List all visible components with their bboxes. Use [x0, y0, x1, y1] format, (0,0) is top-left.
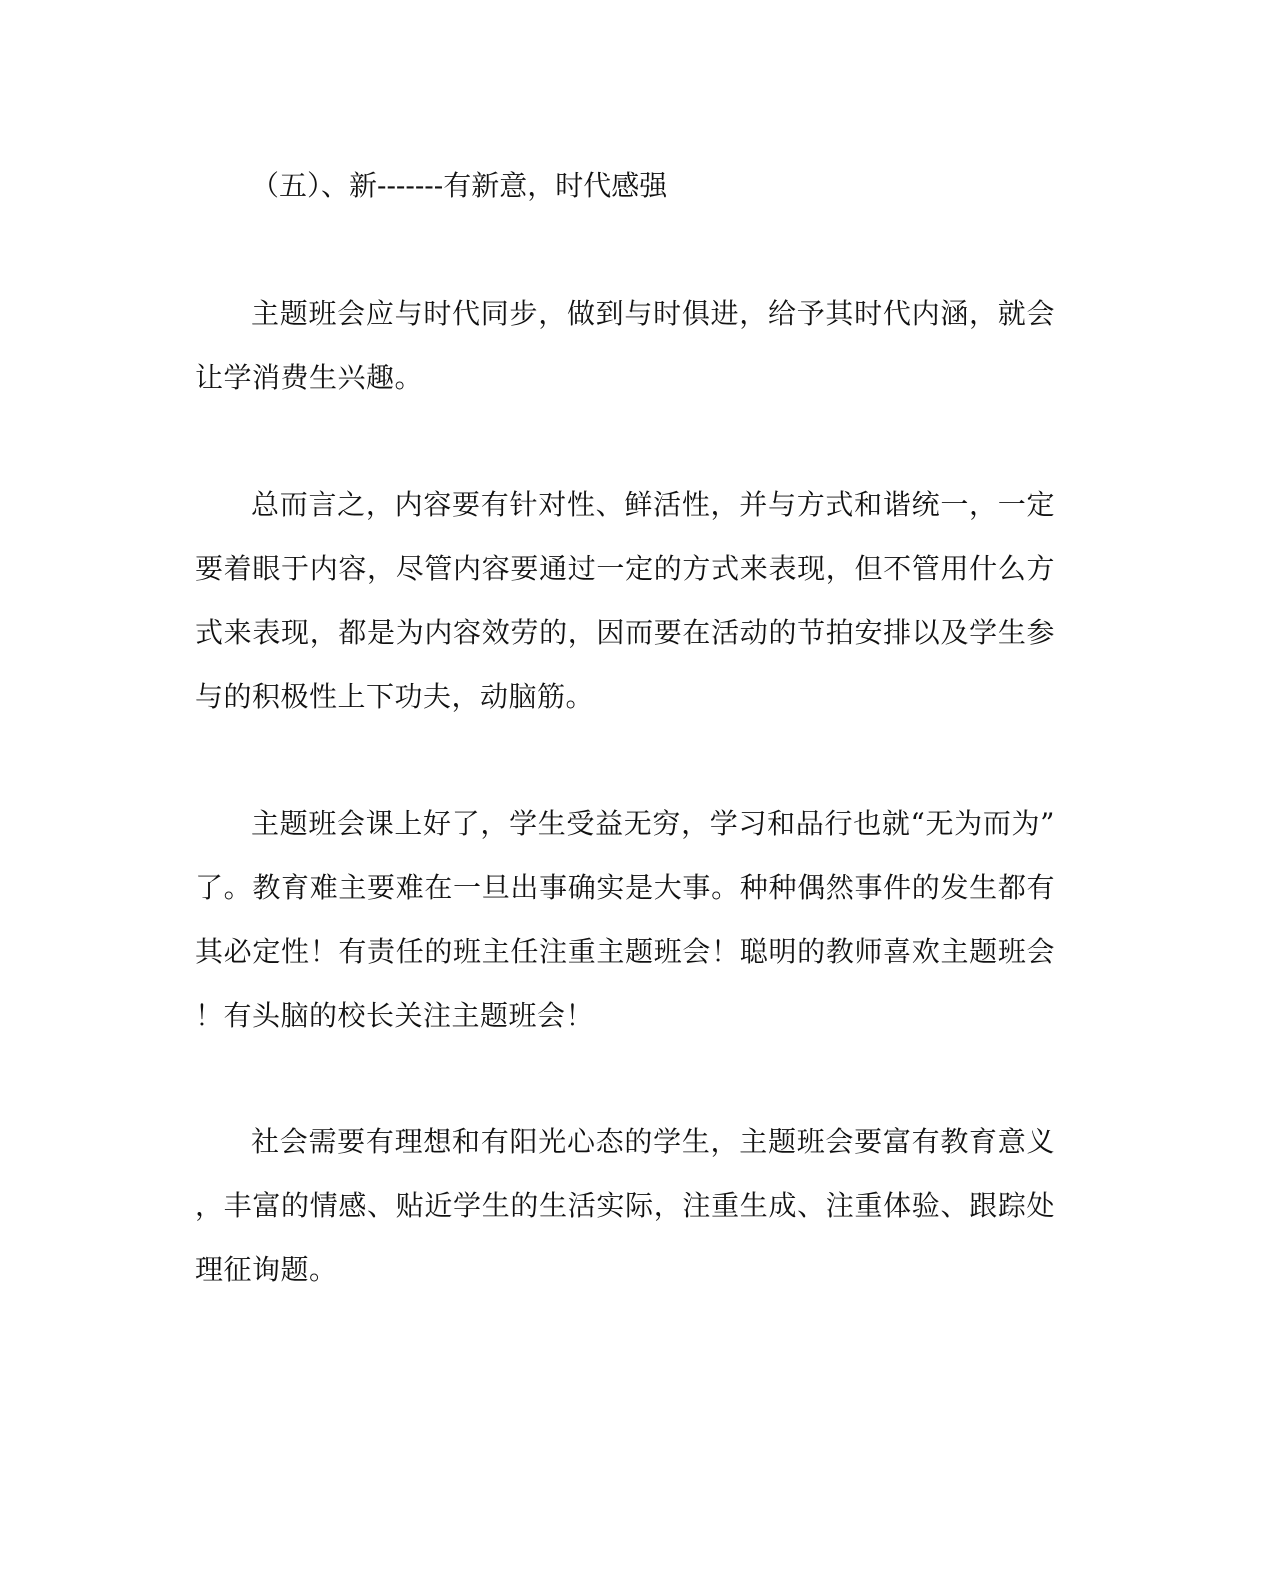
- paragraph-line: 了。教育难主要难在一旦出事确实是大事。种种偶然事件的发生都有: [195, 871, 1055, 904]
- paragraph-line: 社会需要有理想和有阳光心态的学生，主题班会要富有教育意义: [251, 1125, 1055, 1158]
- paragraph-line: 与的积极性上下功夫，动脑筋。: [195, 680, 595, 713]
- paragraph-line: ！有头脑的校长关注主题班会！: [195, 999, 595, 1032]
- paragraph-line: 总而言之，内容要有针对性、鲜活性，并与方式和谐统一，一定: [251, 488, 1055, 521]
- paragraph-2: [195, 473, 1055, 729]
- paragraph-line: 要着眼于内容，尽管内容要通过一定的方式来表现，但不管用什么方: [195, 552, 1055, 585]
- paragraph-1: [195, 282, 1055, 410]
- paragraph-3: [195, 792, 1055, 1048]
- paragraph-line: 主题班会应与时代同步，做到与时俱进，给予其时代内涵，就会: [251, 297, 1055, 330]
- paragraph-line: 式来表现，都是为内容效劳的，因而要在活动的节拍安排以及学生参: [195, 616, 1055, 649]
- section-heading: （五）、新-------有新意，时代感强: [251, 169, 668, 202]
- paragraph-line: 让学消费生兴趣。: [195, 361, 424, 394]
- paragraph-line: 主题班会课上好了，学生受益无穷，学习和品行也就“无为而为”: [251, 807, 1055, 840]
- paragraph-line: 其必定性！有责任的班主任注重主题班会！聪明的教师喜欢主题班会: [195, 935, 1055, 968]
- paragraph-line: 理征询题。: [195, 1253, 338, 1286]
- paragraph-4: [195, 1110, 1055, 1302]
- paragraph-line: ，丰富的情感、贴近学生的生活实际，注重生成、注重体验、跟踪处: [195, 1189, 1055, 1222]
